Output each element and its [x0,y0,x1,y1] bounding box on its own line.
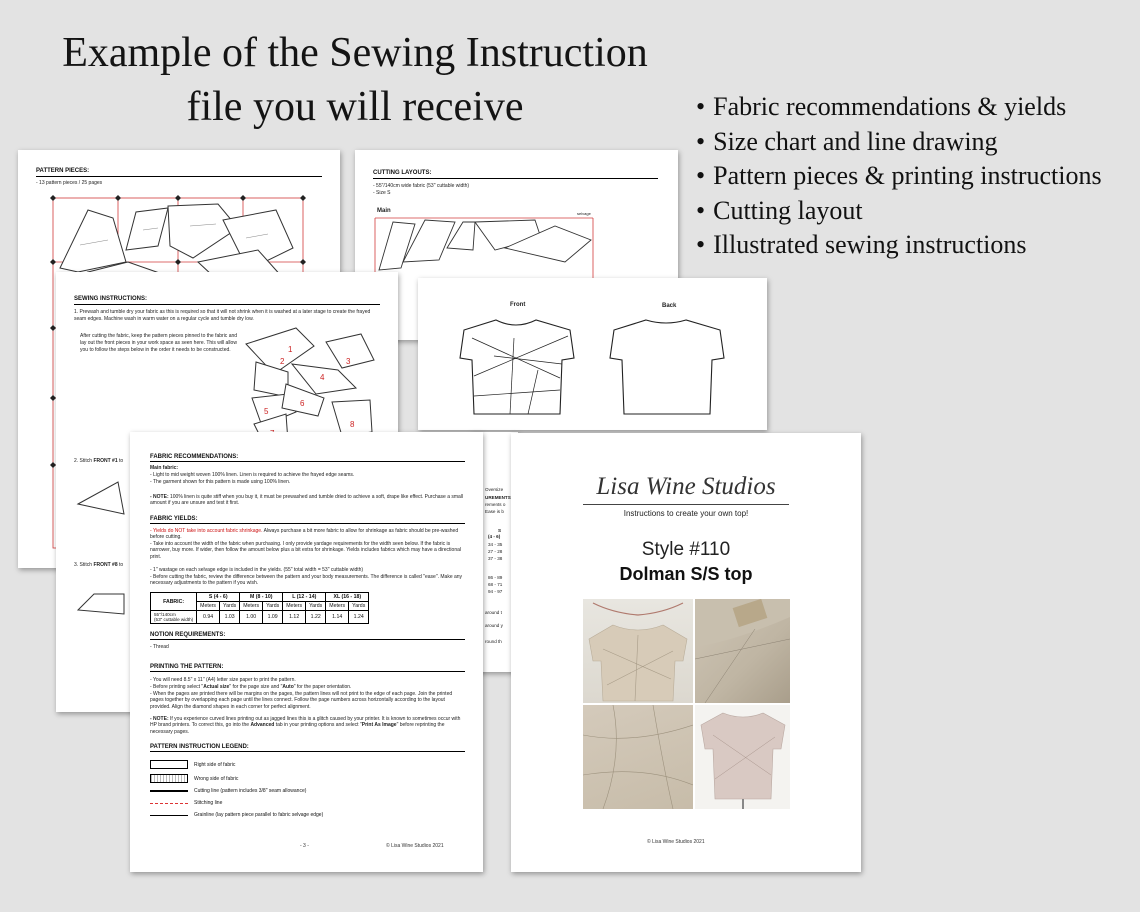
cover-subtitle: Instructions to create your own top! [623,509,749,518]
unit-header: Meters [197,602,220,611]
legend-wrong-side: Wrong side of fabric [150,774,238,783]
fabric-column-header: FABRIC: [151,593,197,611]
yield-value: 1.03 [220,611,240,624]
garment-photo-front [583,599,693,703]
main-fabric-text-2: - The garment shown for this pattern is made using 100% linen. [150,479,291,485]
size-fragment: 27 - 28 [488,549,503,554]
legend-grainline: Grainline (lay pattern piece parallel to fabric selvage edge) [150,812,323,818]
legend-swatch-grainline [150,815,188,816]
garment-photo-side-illustration [695,705,790,809]
heading-line-2: file you will receive [186,84,524,130]
legend-heading: PATTERN INSTRUCTION LEGEND: [150,744,465,752]
size-fragment: around y [485,623,503,628]
yield-note-3: - 1" wastage on each selvage edge is included in the yields. (55" total width = 53" cuttable width) [150,567,364,573]
table-row [151,611,369,624]
line-drawing-page [418,278,767,430]
size-fragment: (4 - 6) [488,534,501,539]
legend-stitching-line: Stitching line [150,800,222,806]
main-fabric-label: Main fabric: [150,465,179,471]
yield-value: 1.12 [283,611,306,624]
unit-header: Yards [306,602,326,611]
cutting-layouts-heading: CUTTING LAYOUTS: [373,170,658,179]
print-step-1: - You will need 8.5" x 11" (A4) letter size paper to print the pattern. [150,677,296,683]
fabric-note: - NOTE: 100% linen is quite stiff when you buy it, it must be prewashed and tumble dried to achieve a soft, drape like effect. Purchase a small amount if you are unsure and test it first. [150,494,464,507]
legend-right-side: Right side of fabric [150,760,235,769]
brand-name: Lisa Wine Studios [596,473,776,500]
piece-number-5: 5 [264,407,269,416]
size-fragment: 86 - 89 [488,575,503,580]
size-fragment: Oversize [485,487,504,492]
notion-thread: - Thread [150,644,169,650]
size-header: M (8 - 10) [240,593,283,602]
yield-note-4: - Before cutting the fabric, review the difference between the pattern and your body measurements. The difference is called "ease". Make any necessary adjustments to the pattern if you wish. [150,574,463,587]
printing-heading: PRINTING THE PATTERN: [150,664,465,672]
piece-number-6: 6 [300,399,305,408]
size-fragment: UREMENTS [485,495,511,500]
piece-number-1: 1 [288,345,293,354]
cutting-line-1: - 55"/140cm wide fabric (53" cuttable width) [373,183,470,189]
piece-number-4: 4 [320,373,325,382]
cutting-main-label: Main [377,208,391,214]
fabric-yield-table [150,592,369,624]
unit-header: Meters [326,602,349,611]
yield-note-2: - Take into account the width of the fabric when purchasing. I only provide yardage requirements for the width seen below. If the fabric is narrower, buy more. If wider, then follow the amount below plus a bit extra for shrinkage. Yields includes fabrics which may have a directional print. [150,541,461,560]
cutting-line-2: - Size S [373,190,391,196]
yield-value: 1.00 [240,611,263,624]
fabric-yields-heading: FABRIC YIELDS: [150,516,465,524]
cutting-selvage-label: selvage [577,211,591,216]
yield-value: 1.22 [306,611,326,624]
legend-swatch-wrong-side [150,774,188,783]
size-fragment: 68 - 71 [488,582,503,587]
fabric-closeup-illustration [695,599,790,703]
legend-cutting-line: Cutting line (pattern includes 3/8" seam allowance) [150,788,306,794]
size-fragment: round th [485,639,502,644]
piece-number-2: 2 [280,357,285,366]
feature-item: • Pattern pieces & printing instructions [696,159,1102,194]
unit-header: Meters [240,602,263,611]
size-header: L (12 - 14) [283,593,326,602]
unit-header: Meters [283,602,306,611]
fabric-texture-illustration [583,705,693,809]
print-step-4: - NOTE: If you experience curved lines printing out as jagged lines this is a glitch caused by your printer. It is known to sometimes occur with HP brand printers. To correct this, go into the Advanced tab in your printing options and select "Print As Image" before reprinting the necessary pages. [150,716,461,735]
unit-header: Yards [349,602,369,611]
front-label: Front [510,302,526,308]
fabric-description: 55"/140cm (53" cuttable width) [151,611,197,624]
brand-divider [583,504,789,505]
notion-requirements-heading: NOTION REQUIREMENTS: [150,632,465,640]
yield-value: 1.09 [263,611,283,624]
pattern-name: Dolman S/S top [619,564,753,584]
piece-number-8: 8 [350,420,355,429]
unit-header: Yards [220,602,240,611]
fabric-recommendations-heading: FABRIC RECOMMENDATIONS: [150,454,465,462]
feature-item: • Fabric recommendations & yields [696,90,1102,125]
size-fragment: Ease is b [485,509,504,514]
size-header: S (4 - 6) [197,593,240,602]
yield-value: 1.24 [349,611,369,624]
piece-number-3: 3 [346,357,351,366]
yield-value: 1.14 [326,611,349,624]
yield-note-1: - Yields do NOT take into account fabric shrinkage. Always purchase a bit more fabric to allow for shrinkage as fabric should be pre-washed before cutting. [150,528,459,541]
fabric-page-copyright: © Lisa Wine Studios 2021 [386,843,444,849]
sewing-step-1: 1. Prewash and tumble dry your fabric as this is required so that it will not shrink when it is washed at a later stage to create the frayed seam edges. Machine wash in warm water on a regular cycle and tumble dry low. [74,309,371,322]
size-fragment: 94 - 97 [488,589,503,594]
garment-photo-front-illustration [583,599,693,703]
cover-copyright: © Lisa Wine Studios 2021 [647,839,705,845]
fabric-recommendations-page [130,432,483,872]
garment-photo-side [695,705,790,809]
sewing-step-1b: After cutting the fabric, keep the pattern pieces pinned to the fabric and lay out the front pieces in your work space as seen here. This will allow you to follow the steps below in the order it needs to be constructed. [80,333,238,353]
print-step-3: - When the pages are printed there will be margins on the pages, the pattern lines will not print to the edge of each page. Join the printed pages together by overlapping each page until the lines connect. Follow the page numbers across horizontally according to the layout provided. Align the diamond shapes in each corner for perfect alignment. [150,691,453,710]
cover-page [511,433,861,872]
fabric-texture-photo [583,705,693,809]
heading-line-1: Example of the Sewing Instruction [62,30,648,76]
size-fragment: 37 - 38 [488,556,503,561]
page-number: - 3 - [300,843,309,849]
garment-drawings [418,278,767,430]
unit-header: Yards [263,602,283,611]
feature-item: • Size chart and line drawing [696,125,1102,160]
yield-value: 0.94 [197,611,220,624]
legend-swatch-right-side [150,760,188,769]
size-fragment: S [498,528,502,533]
size-header: XL (16 - 18) [326,593,369,602]
sewing-instructions-heading: SEWING INSTRUCTIONS: [74,296,380,305]
legend-swatch-stitching-line [150,803,188,804]
style-number: Style #110 [641,539,731,560]
sewing-step-3: 3. Stitch FRONT #8 to [74,562,124,568]
feature-item: • Illustrated sewing instructions [696,228,1102,263]
table-row [151,593,369,602]
main-fabric-text-1: - Light to mid weight woven 100% linen. Linen is required to achieve the frayed edge seams. [150,472,355,478]
print-step-2: - Before printing select "Actual size" for the page size and "Auto" for the paper orientation. [150,684,352,690]
pattern-pieces-subtext: - 13 pattern pieces / 25 pages [36,180,103,186]
page-heading [40,26,670,134]
sewing-step-2: 2. Stitch FRONT #1 to [74,458,124,464]
back-label: Back [662,303,677,309]
fabric-closeup-photo [695,599,790,703]
feature-item: • Cutting layout [696,194,1102,229]
size-fragment: around t [485,610,502,615]
pattern-pieces-heading: PATTERN PIECES: [36,168,322,177]
size-fragment: 34 - 35 [488,542,503,547]
size-fragment: rements o [485,502,506,507]
feature-list [696,90,1102,263]
legend-swatch-cutting-line [150,790,188,792]
